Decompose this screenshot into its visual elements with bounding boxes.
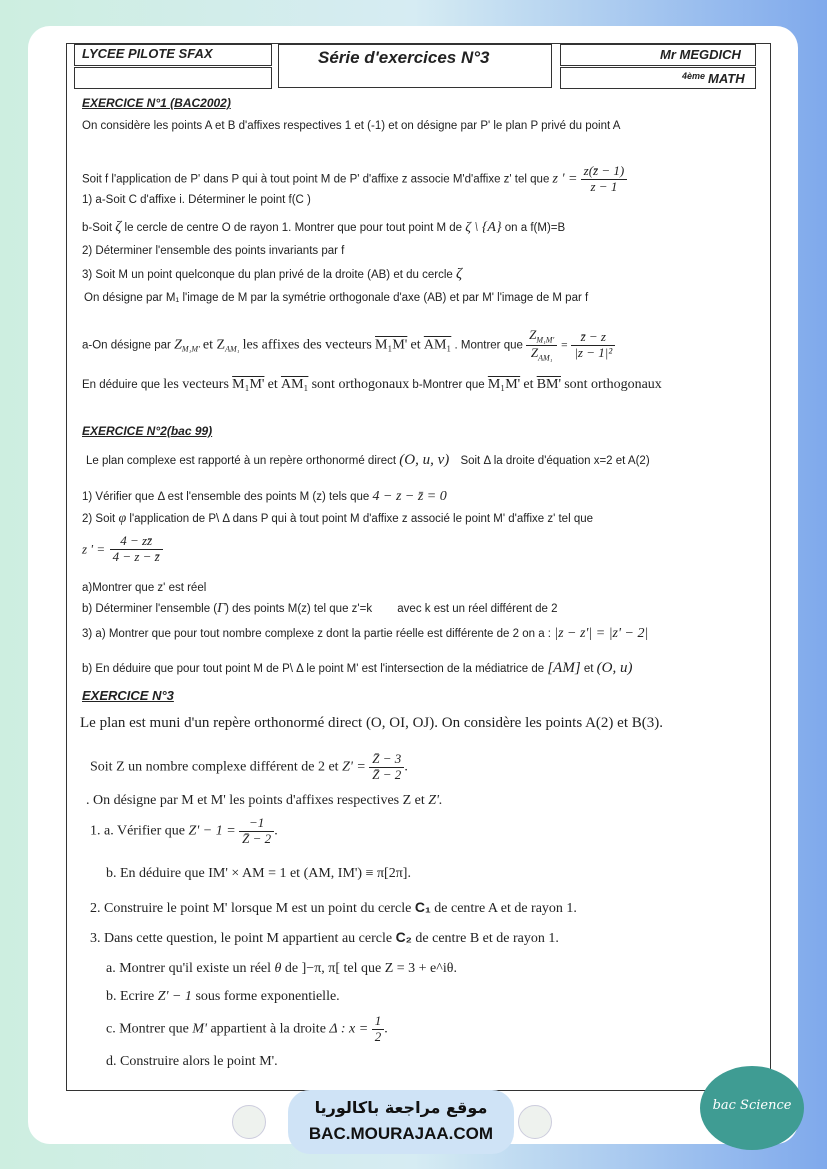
ex1-frac-den: z − 1: [590, 178, 618, 194]
ex3-l10a: c. Montrer que: [106, 1021, 189, 1037]
ex3-l3b: Z'.: [428, 793, 443, 808]
ex1-l8f: les affixes des vecteurs: [242, 337, 372, 353]
ex3-line4: [90, 816, 278, 847]
ex1-l8e: AM₁: [225, 344, 240, 354]
ex3-l5a: b. En déduire que: [106, 866, 205, 881]
ex3-l3a: . On désigne par M et M' les points d'affixes respectives Z et: [86, 793, 425, 808]
ex3-l8a: a. Montrer qu'il existe un réel: [106, 961, 272, 976]
ex3-line9: [106, 989, 340, 1005]
footer-arabic-title: موقع مراجعة باكالوريا: [314, 1098, 488, 1117]
ex2-l1a: Le plan complexe est rapporté à un repère orthonormé direct: [86, 455, 397, 467]
ex3-l1d: A(2) et B(3).: [585, 715, 663, 731]
ex1-l8-rden: |z − 1|²: [574, 344, 613, 360]
ex1-l8-frac: [526, 328, 557, 363]
ex3-l6c: de centre A et de rayon 1.: [434, 901, 577, 916]
ex1-l9k: sont orthogonaux: [564, 377, 662, 392]
ex3-l10-num: 1: [372, 1014, 385, 1030]
ex1-l8i: AM₁: [423, 337, 452, 353]
ex3-l4-num: −1: [239, 816, 274, 832]
ex1-l8d: et Z: [202, 337, 226, 353]
ex2-l4-num: 4 − zz̄: [110, 534, 163, 550]
ex1-l4a: b-Soit: [82, 222, 113, 234]
ex3-l2-frac: [369, 752, 404, 783]
ex1-l8-den-sub: AM₁: [538, 353, 553, 363]
ex3-line7: [90, 929, 559, 947]
bac-science-logo-text: bac Science: [712, 1098, 792, 1113]
ex1-l9j: BM': [536, 377, 561, 392]
ex2-line4: [82, 534, 163, 565]
ex1-line8: [82, 328, 615, 363]
ex2-line6: [82, 601, 558, 617]
ex3-l10b: M': [192, 1021, 207, 1037]
ex2-l6c: ) des points M(z) tel que z'=k: [225, 603, 373, 615]
ex1-l8h: et: [410, 337, 421, 353]
class-name: MATH: [708, 71, 745, 86]
ex1-l8-rnum: z̄ − z: [571, 330, 615, 346]
ex3-l5b: IM' × AM = 1: [208, 866, 287, 881]
ex3-l4a: 1. a. Vérifier que: [90, 823, 185, 839]
ex2-line7: [82, 626, 648, 642]
ex1-l4d: ζ \ {A}: [465, 220, 502, 235]
ex1-l8b: Z: [174, 337, 182, 353]
ex3-l9b: Z' − 1: [157, 989, 192, 1004]
ex2-l8d: (O, u): [596, 660, 633, 676]
ex1-l9d: et: [267, 377, 278, 392]
ex1-line4: [82, 219, 565, 236]
ex1-l8-eq: =: [560, 339, 569, 352]
ex1-l9h: M₁M': [487, 377, 521, 392]
ex2-l8c: et: [583, 663, 594, 675]
site-logo-left-icon: [232, 1105, 266, 1139]
ex1-l9i: et: [523, 377, 534, 392]
ex3-l4b: Z' − 1 =: [188, 823, 236, 839]
ex3-l1a: Le plan est muni d'un repère orthonormé direct: [80, 715, 363, 731]
ex1-l9c: M₁M': [232, 377, 265, 392]
ex1-frac-num: z(z̄ − 1): [581, 164, 628, 180]
ex3-l5c: et: [289, 866, 301, 881]
ex3-l9a: b. Ecrire: [106, 989, 155, 1004]
ex1-l4c: le cercle de centre O de rayon 1. Montrer que pour tout point M de: [124, 222, 463, 234]
ex2-l3a: 2) Soit: [82, 513, 116, 525]
ex3-l6a: 2. Construire le point M' lorsque M est un point du cercle: [90, 901, 412, 916]
ex1-line6: [82, 266, 462, 283]
ex2-line5: a)Montrer que z' est réel: [82, 582, 207, 594]
ex3-title: EXERCICE N°3: [82, 688, 174, 703]
ex3-l4-den: Z̄ − 2: [242, 830, 272, 846]
ex3-l2-num: Z̄ − 3: [369, 752, 404, 768]
ex2-line1: [86, 452, 650, 469]
ex1-l8-rfrac: [571, 330, 615, 361]
ex1-l8-num-sub: M₁M': [536, 335, 555, 345]
ex3-l8d: tel que: [343, 961, 382, 976]
ex3-l4c: .: [274, 823, 278, 839]
ex1-l9b: les vecteurs: [163, 377, 229, 392]
footer-url-link[interactable]: BAC.MOURAJAA.COM: [308, 1124, 494, 1143]
ex3-l10e: .: [384, 1021, 388, 1037]
ex2-line8: [82, 660, 633, 677]
ex3-l2a: Soit Z un nombre complexe différent de 2 et: [90, 759, 339, 775]
ex1-line9: [82, 377, 662, 393]
ex3-l10d: Δ : x =: [329, 1021, 369, 1037]
ex1-line2-lhs: z ' =: [552, 171, 578, 187]
ex3-l8b: θ: [274, 961, 282, 976]
ex1-line2-frac: [581, 164, 628, 195]
ex2-l4-lhs: z ' =: [82, 541, 106, 557]
ex3-l9c: sous forme exponentielle.: [195, 989, 340, 1004]
ex3-line8: [106, 961, 457, 977]
ex1-l8c: M₁M': [181, 344, 200, 354]
ex1-l8-num: Z: [529, 327, 537, 342]
ex3-l7c: de centre B et de rayon 1.: [415, 931, 559, 946]
ex2-l7b: |z − z'| = |z' − 2|: [554, 626, 649, 641]
ex1-line7: On désigne par M₁ l'image de M par la symétrie orthogonale d'axe (AB) et par M' l'image de M par f: [84, 292, 589, 304]
ex2-title: EXERCICE N°2(bac 99): [82, 424, 213, 438]
ex1-l8g: M₁M': [375, 337, 408, 353]
ex1-l9a: En déduire que: [82, 379, 161, 391]
ex3-l10-frac: [372, 1014, 385, 1045]
ex1-line2-text: Soit f l'application de P' dans P qui à tout point M de P' d'affixe z associe M'd'affixe z' tel que: [82, 173, 550, 186]
ex1-line5: 2) Déterminer l'ensemble des points invariants par f: [82, 245, 345, 257]
ex1-l8-den: Z: [530, 344, 539, 360]
ex2-l4-frac: [110, 534, 163, 565]
page-title: Série d'exercices N°3: [318, 48, 490, 67]
ex1-l9g: b-Montrer que: [412, 379, 485, 391]
ex3-line1: [80, 715, 663, 732]
site-logo-right-icon: [518, 1105, 552, 1139]
ex1-l6a: 3) Soit M un point quelconque du plan privé de la droite (AB) et du cercle: [82, 269, 453, 281]
ex2-l6b: Γ: [217, 601, 226, 616]
ex3-line10: [106, 1014, 388, 1045]
ex2-l2c: 4 − z − z̄ = 0: [372, 489, 447, 504]
ex2-l2b: Δ est l'ensemble des points M (z) tels que: [157, 491, 370, 503]
ex2-l8a: b) En déduire que pour tout point M de P\ Δ le point M' est l'intersection de la médiatrice de: [82, 663, 545, 675]
ex2-l8b: [AM]: [547, 660, 581, 676]
ex3-l8c: de ]−π, π[: [284, 961, 340, 976]
ex1-l4b: ζ: [115, 219, 122, 235]
ex2-l7a: 3) a) Montrer que pour tout nombre complexe z dont la partie réelle est différente de 2 on a :: [82, 628, 552, 640]
ex3-l7a: 3. Dans cette question, le point M appartient au cercle: [90, 931, 393, 946]
ex3-l6b: C₁: [414, 899, 431, 915]
ex1-l8a: a-On désigne par: [82, 339, 171, 352]
teacher-name: Mr MEGDICH: [660, 47, 741, 62]
ex3-line3: [86, 793, 443, 809]
ex3-l2c: .: [404, 759, 408, 775]
ex2-l2a: 1) Vérifier que: [82, 491, 155, 503]
ex1-line3: 1) a-Soit C d'affixe i. Déterminer le point f(C ): [82, 194, 311, 206]
ex3-l1c: . On considère les points: [434, 715, 583, 731]
school-name: LYCEE PILOTE SFAX: [82, 46, 213, 61]
class-sup: 4ème: [682, 71, 706, 81]
ex2-line3: [82, 511, 593, 527]
ex1-l9e: AM₁: [280, 377, 309, 392]
ex1-line1: On considère les points A et B d'affixes respectives 1 et (-1) et on désigne par P' le plan P privé du point A: [82, 120, 621, 132]
ex1-l4e: on a f(M)=B: [504, 222, 566, 234]
ex3-l4-frac: [239, 816, 274, 847]
ex3-l2-den: Z̄ − 2: [372, 766, 402, 782]
ex3-l7b: C₂: [395, 929, 412, 945]
ex3-line11: d. Construire alors le point M'.: [106, 1054, 278, 1069]
ex3-l10-den: 2: [374, 1028, 382, 1044]
school-box-lower: [74, 67, 272, 89]
ex1-l9f: sont orthogonaux: [311, 377, 410, 392]
ex3-line5: [106, 866, 411, 882]
ex3-l2b: Z' =: [342, 759, 366, 775]
ex2-l3b: φ: [118, 511, 127, 526]
ex3-line2: [90, 752, 408, 783]
ex1-line2: [82, 164, 627, 195]
ex3-l8e: Z = 3 + e^iθ.: [384, 961, 457, 976]
ex2-l1c: Soit Δ la droite d'équation x=2 et A(2): [460, 455, 650, 467]
ex3-line6: [90, 899, 577, 917]
ex2-l1b: (O, u, v): [399, 452, 450, 468]
ex1-l6b: ζ: [455, 266, 463, 282]
ex3-l10c: appartient à la droite: [210, 1021, 326, 1037]
ex2-line2: [82, 489, 447, 505]
ex3-l1b: (O, OI, OJ): [365, 715, 435, 731]
ex3-l5d: (AM, IM') ≡ π[2π].: [303, 866, 411, 881]
ex2-l4-den: 4 − z − z̄: [112, 548, 160, 564]
ex1-l8j: . Montrer que: [454, 339, 523, 352]
ex2-l3c: l'application de P\ Δ dans P qui à tout point M d'affixe z associé le point M' d'affixe z' tel que: [129, 513, 594, 525]
ex2-l6a: b) Déterminer l'ensemble (: [82, 603, 218, 615]
ex2-l6d: avec k est un réel différent de 2: [397, 603, 558, 615]
ex1-title: EXERCICE N°1 (BAC2002): [82, 96, 231, 110]
